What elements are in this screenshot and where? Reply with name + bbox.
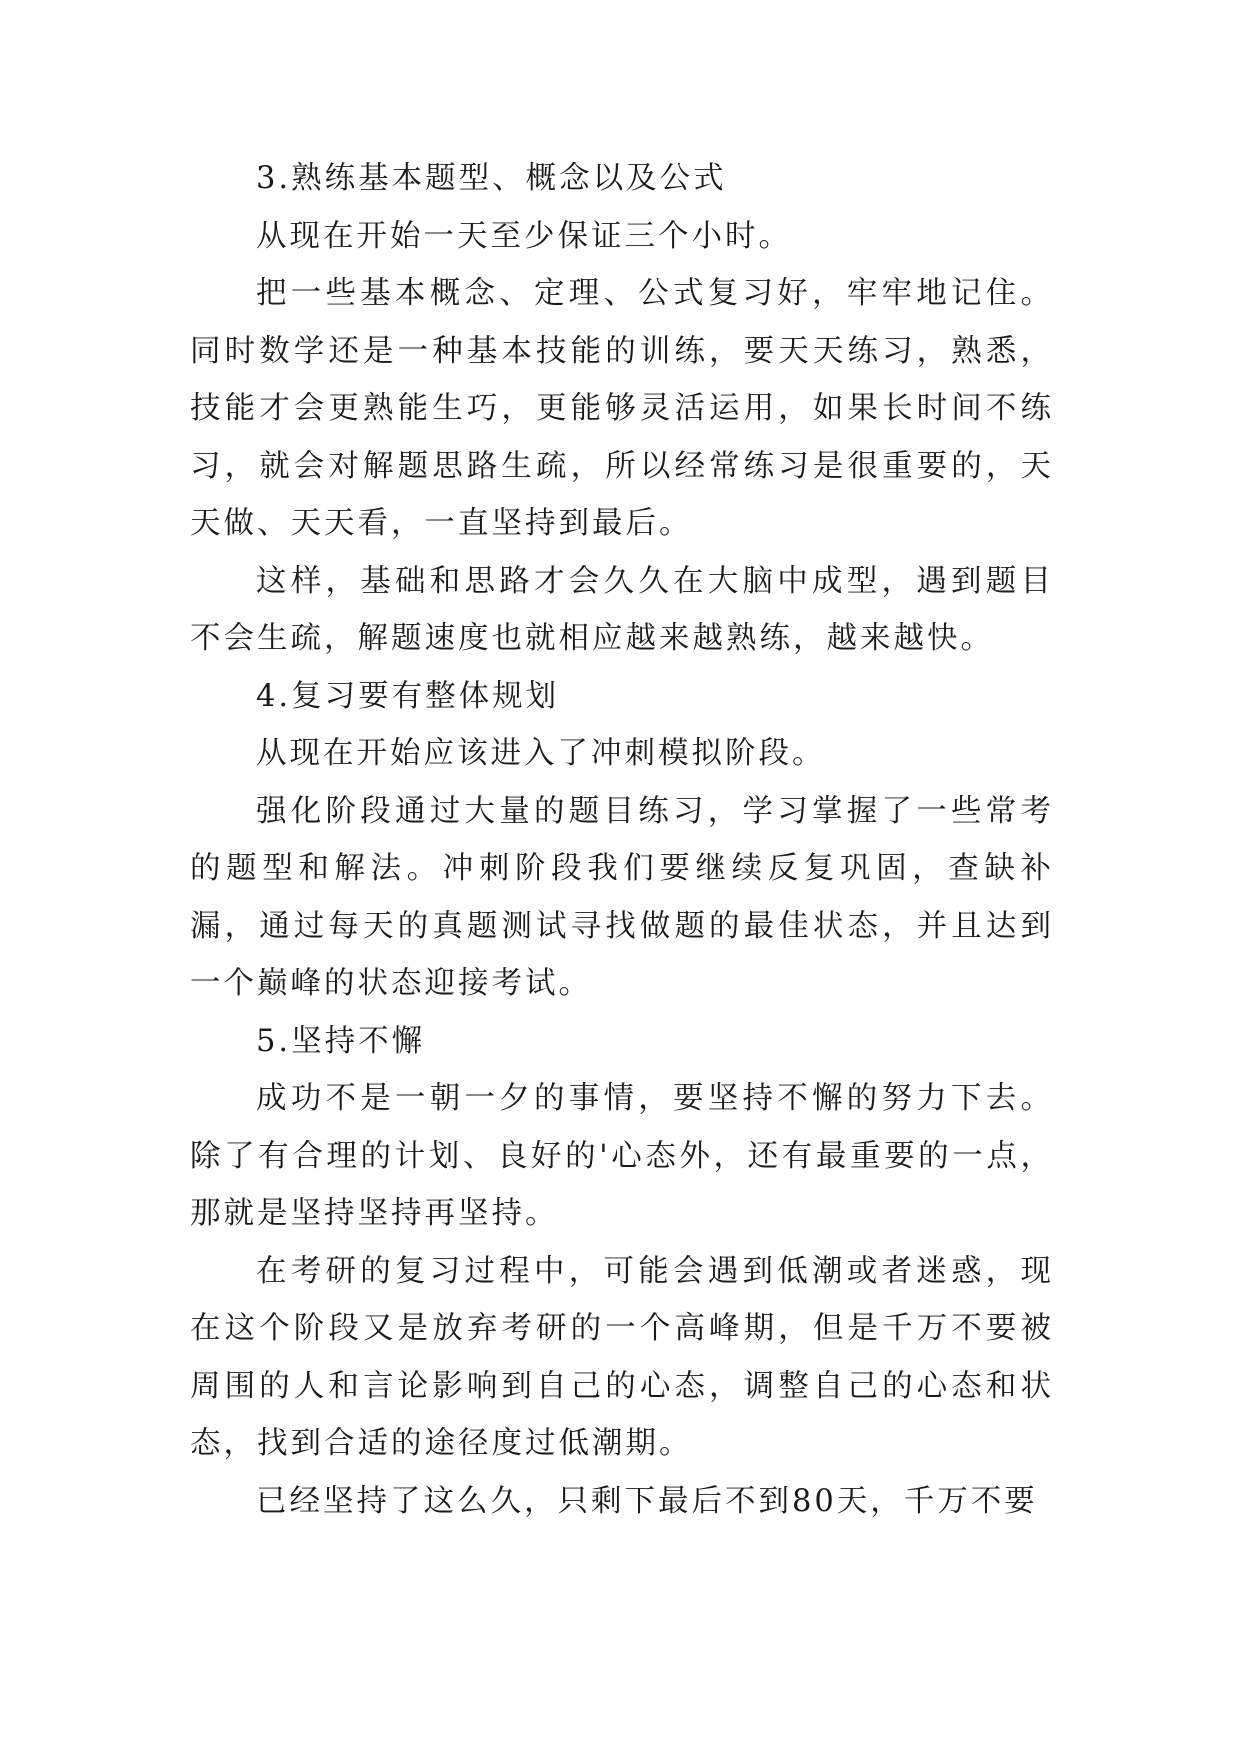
paragraph: 把一些基本概念、定理、公式复习好，牢牢地记住。同时数学还是一种基本技能的训练，要天天练习，熟悉，技能才会更熟能生巧，更能够灵活运用，如果长时间不练习，就会对解题思路生疏，所以经常练习是很重要的，天天做、天天看，一直坚持到最后。 — [190, 276, 1054, 541]
paragraph: 成功不是一朝一夕的事情，要坚持不懈的努力下去。除了有合理的计划、良好的'心态外，还有最重要的一点，那就是坚持坚持再坚持。 — [190, 1081, 1054, 1231]
section-heading-5: 5.坚持不懈 — [256, 1023, 426, 1059]
section-heading-3: 3.熟练基本题型、概念以及公式 — [256, 161, 727, 196]
paragraph: 在考研的复习过程中，可能会遇到低潮或者迷惑，现在这个阶段又是放弃考研的一个高峰期，但是千万不要被周围的人和言论影响到自己的心态，调整自己的心态和状态，找到合适的途径度过低潮期。 — [190, 1253, 1054, 1461]
paragraph: 已经坚持了这么久，只剩下最后不到80天，千万不要 — [256, 1483, 1038, 1519]
paragraph: 这样，基础和思路才会久久在大脑中成型，遇到题目不会生疏，解题速度也就相应越来越熟练，越来越快。 — [190, 563, 1054, 656]
document-body — [190, 150, 1054, 1530]
paragraph: 强化阶段通过大量的题目练习，学习掌握了一些常考的题型和解法。冲刺阶段我们要继续反复巩固，查缺补漏，通过每天的真题测试寻找做题的最佳状态，并且达到一个巅峰的状态迎接考试。 — [190, 793, 1054, 1001]
paragraph: 从现在开始一天至少保证三个小时。 — [256, 218, 792, 254]
paragraph: 从现在开始应该进入了冲刺模拟阶段。 — [256, 736, 826, 771]
section-heading-4: 4.复习要有整体规划 — [256, 678, 560, 714]
